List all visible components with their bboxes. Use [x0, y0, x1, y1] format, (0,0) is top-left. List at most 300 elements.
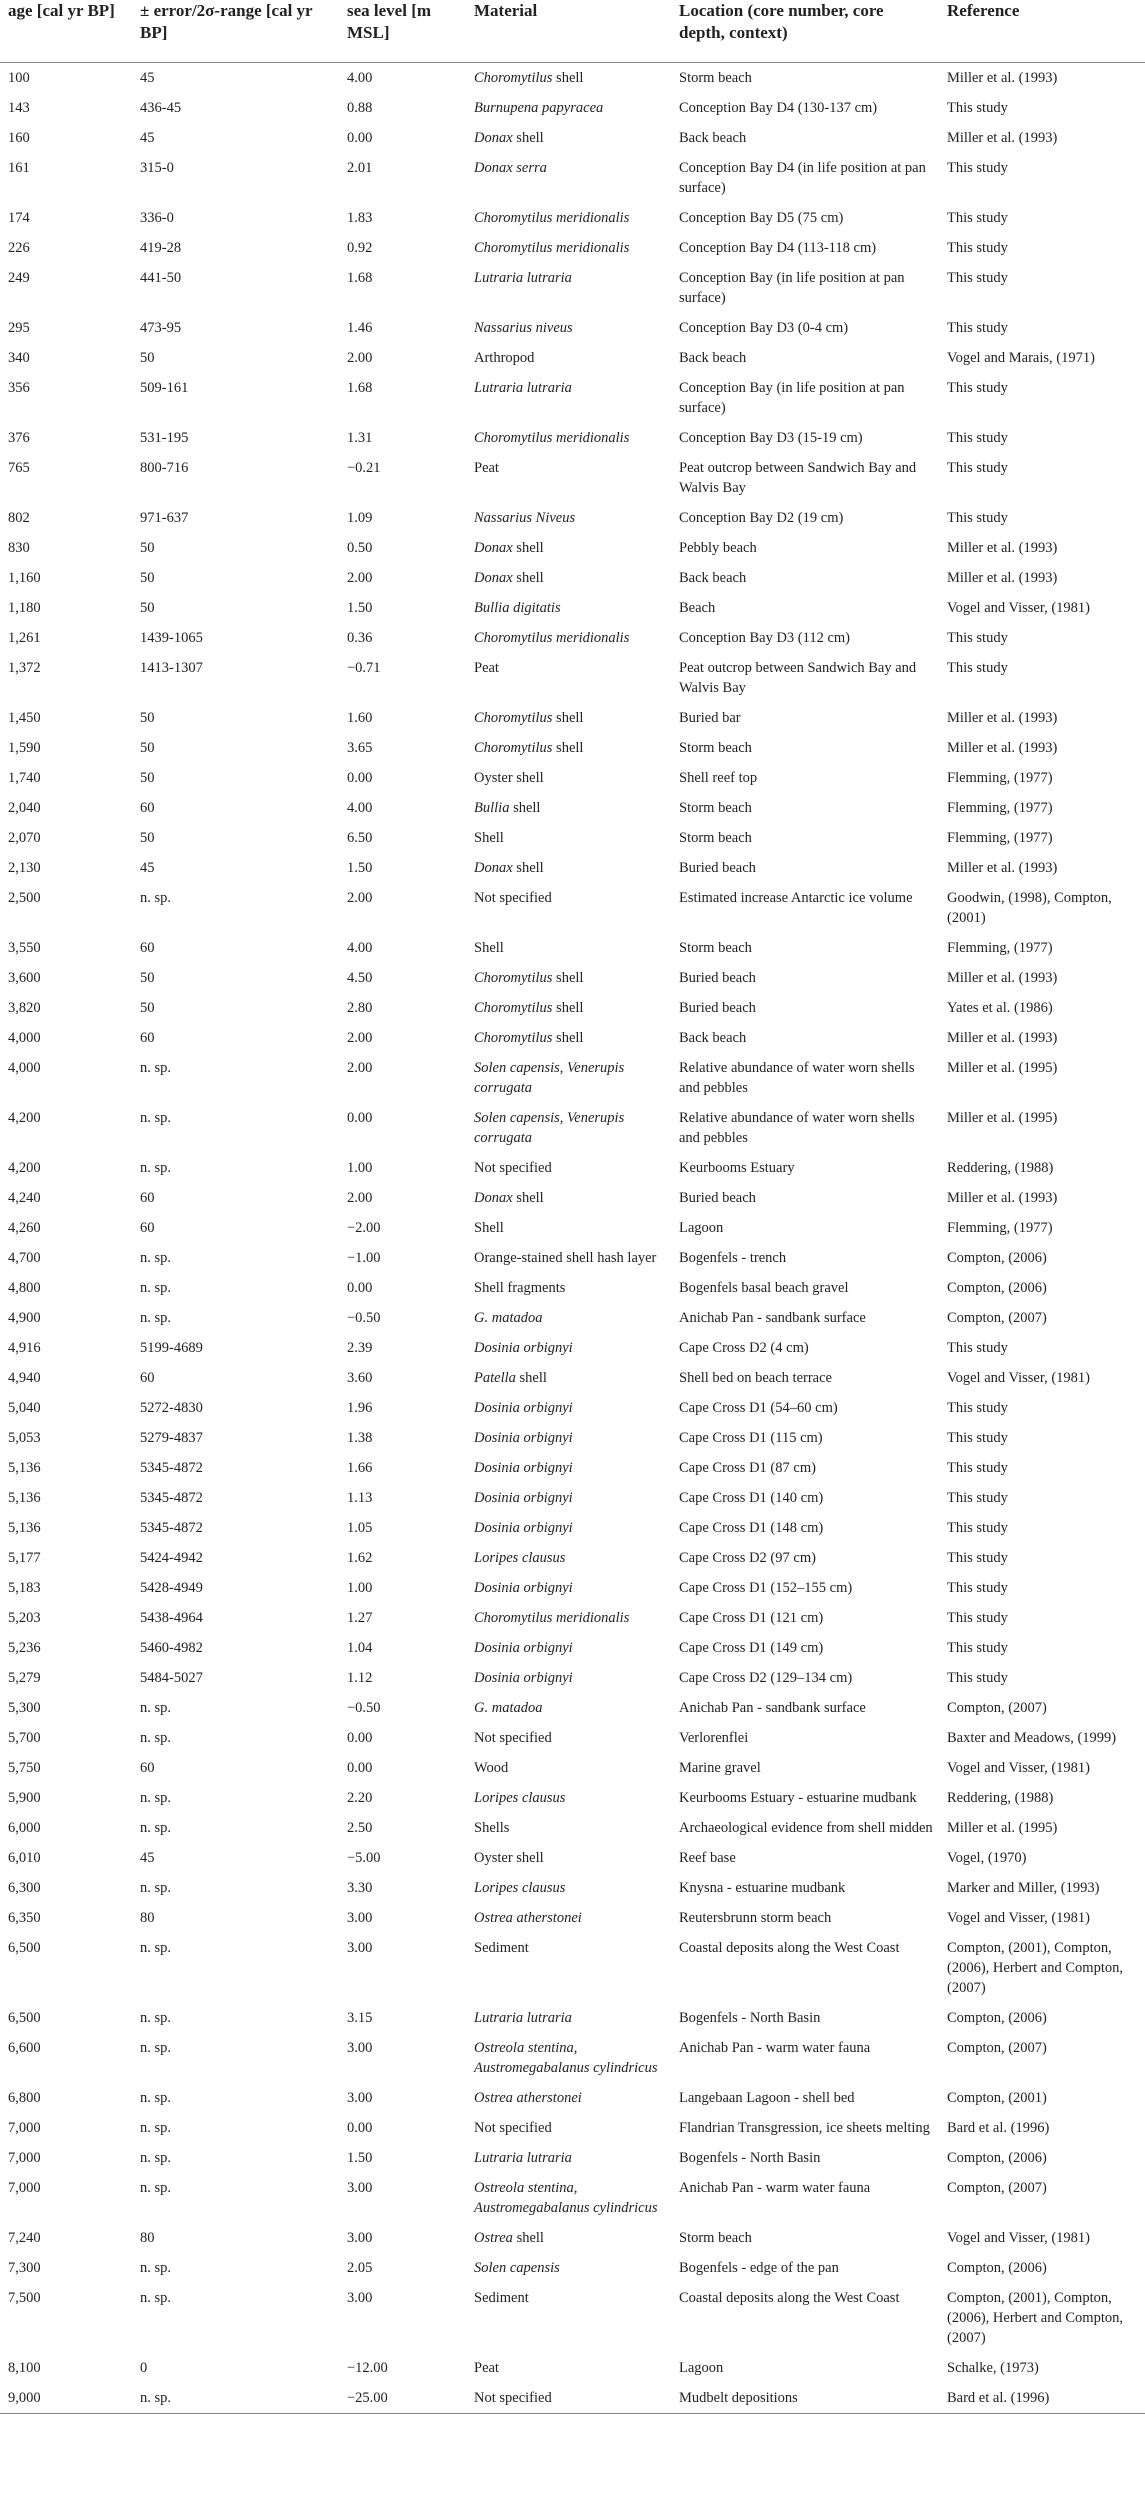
- cell-location: Cape Cross D1 (121 cm): [679, 1610, 824, 1626]
- cell-location: Knysna - estuarine mudbank: [679, 1880, 846, 1896]
- cell-reference: This study: [947, 100, 1008, 116]
- cell-location: Anichab Pan - warm water fauna: [679, 2180, 871, 2196]
- header-reference-label: Reference: [947, 1, 1020, 20]
- cell-sea-level: −25.00: [339, 2383, 466, 2414]
- material-taxon: Donax: [474, 540, 513, 556]
- table-row: [0, 233, 1145, 263]
- cell-sea-level: 0.00: [347, 130, 373, 146]
- material-text: Shell: [474, 830, 504, 846]
- cell-sea-level: 2.20: [347, 1790, 373, 1806]
- table-row: [0, 823, 1145, 853]
- table-row: [0, 1903, 1145, 1933]
- cell-sea-level: 1.66: [347, 1460, 373, 1476]
- table-row: [0, 1543, 1145, 1573]
- header-age: [0, 0, 132, 63]
- cell-material: [466, 503, 671, 533]
- cell-error: n. sp.: [140, 2120, 172, 2136]
- cell-material: [466, 703, 671, 733]
- table-row: [0, 593, 1145, 623]
- cell-reference: Compton, (2007): [947, 1310, 1047, 1326]
- cell-error: 1413-1307: [140, 660, 203, 676]
- cell-error: n. sp.: [140, 2040, 172, 2056]
- cell-error: 60: [140, 800, 155, 816]
- table-row: [0, 763, 1145, 793]
- cell-reference: Miller et al. (1993): [947, 1030, 1058, 1046]
- cell-location: Conception Bay (in life position at pan surface): [679, 380, 905, 416]
- cell-location: Peat outcrop between Sandwich Bay and Walvis Bay: [679, 660, 917, 696]
- cell-material: [466, 2353, 671, 2383]
- cell-sea-level: 1.68: [347, 380, 373, 396]
- cell-error: n. sp.: [140, 1730, 172, 1746]
- cell-error: 531-195: [140, 430, 189, 446]
- cell-reference: Compton, (2001): [947, 2090, 1047, 2106]
- cell-material: [466, 2383, 671, 2414]
- cell-material: [466, 823, 671, 853]
- cell-reference: Miller et al. (1993): [947, 130, 1058, 146]
- cell-material: [466, 993, 671, 1023]
- cell-material: [466, 623, 671, 653]
- cell-sea-level: −12.00: [347, 2360, 388, 2376]
- cell-reference: Compton, (2006): [947, 1280, 1047, 1296]
- table-row: [0, 1103, 1145, 1153]
- cell-reference: Miller et al. (1993): [947, 540, 1058, 556]
- cell-reference: This study: [947, 1610, 1008, 1626]
- cell-material: [466, 933, 671, 963]
- cell-error: 60: [140, 940, 155, 956]
- cell-material: [466, 1483, 671, 1513]
- cell-location: Storm beach: [679, 800, 752, 816]
- cell-error: 50: [140, 1000, 155, 1016]
- cell-sea-level: −0.50: [347, 1700, 381, 1716]
- material-text: Oyster shell: [474, 770, 544, 786]
- cell-material: [466, 1213, 671, 1243]
- cell-age: 4,940: [8, 1370, 41, 1386]
- cell-material: [466, 263, 671, 313]
- cell-sea-level: 0.00: [347, 1110, 373, 1126]
- cell-material: [466, 1513, 671, 1543]
- material-text: Shell: [474, 1220, 504, 1236]
- table-row: [0, 2003, 1145, 2033]
- cell-location: Bogenfels - North Basin: [679, 2150, 821, 2166]
- cell-material: [466, 123, 671, 153]
- cell-sea-level: 0.88: [347, 100, 373, 116]
- material-text: shell: [512, 540, 544, 556]
- cell-material: [466, 1333, 671, 1363]
- cell-reference: This study: [947, 1490, 1008, 1506]
- cell-sea-level: 2.00: [347, 1190, 373, 1206]
- cell-sea-level: −0.21: [347, 460, 381, 476]
- table-row: [0, 1603, 1145, 1633]
- cell-age: 4,000: [8, 1030, 41, 1046]
- header-location-label: Location (core number, core depth, context): [679, 1, 884, 42]
- cell-location: Anichab Pan - warm water fauna: [679, 2040, 871, 2056]
- cell-location: Conception Bay D3 (15-19 cm): [679, 430, 863, 446]
- cell-error: 5424-4942: [140, 1550, 203, 1566]
- table-row: [0, 1663, 1145, 1693]
- cell-material: [466, 593, 671, 623]
- cell-material: [466, 203, 671, 233]
- cell-sea-level: 1.31: [347, 430, 373, 446]
- cell-material: [466, 2283, 671, 2353]
- cell-location: Shell bed on beach terrace: [679, 1370, 832, 1386]
- cell-material: [466, 1103, 671, 1153]
- cell-material: [466, 1783, 671, 1813]
- cell-sea-level: 2.05: [347, 2260, 373, 2276]
- cell-material: [466, 93, 671, 123]
- table-row: [0, 63, 1145, 94]
- cell-material: [466, 1903, 671, 1933]
- cell-reference: Bard et al. (1996): [939, 2383, 1145, 2414]
- cell-sea-level: 1.00: [347, 1580, 373, 1596]
- cell-reference: This study: [947, 160, 1008, 176]
- cell-age: 7,000: [8, 2180, 41, 2196]
- cell-reference: Miller et al. (1993): [947, 970, 1058, 986]
- table-row: [0, 1723, 1145, 1753]
- cell-sea-level: 2.00: [347, 1030, 373, 1046]
- cell-age: 249: [8, 270, 30, 286]
- cell-age: 5,750: [8, 1760, 41, 1776]
- cell-material: [466, 1053, 671, 1103]
- cell-material: [466, 1603, 671, 1633]
- cell-reference: Flemming, (1977): [947, 830, 1053, 846]
- cell-reference: Miller et al. (1993): [947, 740, 1058, 756]
- cell-location: Marine gravel: [679, 1760, 761, 1776]
- material-text: shell: [552, 1000, 584, 1016]
- cell-location: Conception Bay D3 (0-4 cm): [679, 320, 849, 336]
- cell-material: [466, 1753, 671, 1783]
- cell-reference: This study: [947, 1550, 1008, 1566]
- cell-material: [466, 2253, 671, 2283]
- cell-location: Buried beach: [679, 1000, 756, 1016]
- cell-age: 4,800: [8, 1280, 41, 1296]
- cell-age: 4,000: [8, 1060, 41, 1076]
- cell-material: [466, 2033, 671, 2083]
- cell-reference: Miller et al. (1993): [947, 1190, 1058, 1206]
- cell-sea-level: 1.50: [347, 600, 373, 616]
- table-row: [0, 2253, 1145, 2283]
- material-taxon: Burnupena papyracea: [474, 100, 604, 116]
- cell-error: 45: [140, 130, 155, 146]
- table-row: [0, 1693, 1145, 1723]
- material-text: Not specified: [474, 2390, 552, 2406]
- cell-reference: Reddering, (1988): [947, 1160, 1054, 1176]
- cell-age: 5,700: [8, 1730, 41, 1746]
- cell-reference: This study: [947, 1460, 1008, 1476]
- cell-sea-level: 0.00: [347, 770, 373, 786]
- cell-material: [466, 653, 671, 703]
- cell-location: Pebbly beach: [679, 540, 757, 556]
- cell-reference: Miller et al. (1993): [947, 860, 1058, 876]
- table-row: [0, 1753, 1145, 1783]
- cell-location: Cape Cross D2 (129–134 cm): [679, 1670, 853, 1686]
- cell-reference: Flemming, (1977): [947, 1220, 1053, 1236]
- table-row: [0, 623, 1145, 653]
- material-taxon: G. matadoa: [474, 1310, 543, 1326]
- material-taxon: Choromytilus: [474, 710, 553, 726]
- cell-material: [466, 2173, 671, 2223]
- cell-age: 7,500: [8, 2290, 41, 2306]
- cell-sea-level: 4.50: [347, 970, 373, 986]
- table-row: [0, 503, 1145, 533]
- cell-material: [466, 1153, 671, 1183]
- cell-age: 7,000: [8, 2150, 41, 2166]
- cell-reference: This study: [947, 1340, 1008, 1356]
- cell-error: n. sp.: [140, 890, 172, 906]
- cell-sea-level: 3.65: [347, 740, 373, 756]
- cell-error: n. sp.: [140, 1250, 172, 1266]
- header-error-label: ± error/2σ-range [cal yr BP]: [140, 1, 313, 42]
- cell-age: 7,300: [8, 2260, 41, 2276]
- cell-age: 7,240: [8, 2230, 41, 2246]
- cell-error: n. sp.: [140, 1160, 172, 1176]
- cell-age: 5,136: [8, 1460, 41, 1476]
- cell-reference: Compton, (2006): [947, 2010, 1047, 2026]
- cell-age: 4,700: [8, 1250, 41, 1266]
- cell-age: 100: [8, 70, 30, 86]
- cell-sea-level: −0.71: [347, 660, 381, 676]
- cell-age: 1,160: [8, 570, 41, 586]
- cell-material: [466, 1183, 671, 1213]
- material-taxon: Solen capensis, Venerupis corrugata: [474, 1060, 625, 1096]
- table-row: [0, 1273, 1145, 1303]
- cell-sea-level: 4.00: [347, 940, 373, 956]
- cell-sea-level: 4.00: [347, 800, 373, 816]
- material-text: Peat: [474, 660, 499, 676]
- table-row: [0, 993, 1145, 1023]
- table-row: [0, 1423, 1145, 1453]
- material-text: Not specified: [474, 1730, 552, 1746]
- material-text: shell: [512, 2230, 544, 2246]
- cell-error: n. sp.: [140, 2180, 172, 2196]
- cell-sea-level: 0.00: [347, 1760, 373, 1776]
- material-taxon: Dosinia orbignyi: [474, 1430, 573, 1446]
- cell-error: n. sp.: [140, 2090, 172, 2106]
- cell-sea-level: −1.00: [347, 1250, 381, 1266]
- material-taxon: Patella: [474, 1370, 516, 1386]
- cell-error: 50: [140, 600, 155, 616]
- material-text: Shells: [474, 1820, 510, 1836]
- material-text: Sediment: [474, 2290, 529, 2306]
- table-row: [0, 123, 1145, 153]
- cell-error: 60: [140, 1030, 155, 1046]
- cell-age: 5,279: [8, 1670, 41, 1686]
- cell-location: Cape Cross D1 (148 cm): [679, 1520, 824, 1536]
- material-text: Not specified: [474, 890, 552, 906]
- material-taxon: Ostrea: [474, 2230, 513, 2246]
- material-text: shell: [512, 1190, 544, 1206]
- cell-material: [466, 963, 671, 993]
- cell-reference: Reddering, (1988): [947, 1790, 1054, 1806]
- cell-sea-level: 1.60: [347, 710, 373, 726]
- cell-location: Cape Cross D1 (149 cm): [679, 1640, 824, 1656]
- cell-reference: Vogel and Visser, (1981): [947, 2230, 1090, 2246]
- header-material: [466, 0, 671, 63]
- table-row: [0, 1183, 1145, 1213]
- cell-age: 4,260: [8, 1220, 41, 1236]
- cell-location: Buried bar: [679, 710, 741, 726]
- cell-location: Lagoon: [679, 1220, 724, 1236]
- cell-error: 5438-4964: [140, 1610, 203, 1626]
- cell-location: Relative abundance of water worn shells and pebbles: [679, 1060, 915, 1096]
- cell-sea-level: 1.00: [347, 1160, 373, 1176]
- table-row: [0, 2173, 1145, 2223]
- cell-reference: Goodwin, (1998), Compton, (2001): [947, 890, 1112, 926]
- material-taxon: Choromytilus meridionalis: [474, 630, 630, 646]
- cell-location: Shell reef top: [679, 770, 758, 786]
- cell-age: 5,053: [8, 1430, 41, 1446]
- cell-location: Storm beach: [679, 70, 752, 86]
- cell-error: n. sp.: [132, 2383, 339, 2414]
- cell-sea-level: 1.27: [347, 1610, 373, 1626]
- cell-reference: This study: [947, 630, 1008, 646]
- cell-reference: Compton, (2006): [947, 2150, 1047, 2166]
- cell-reference: Vogel and Visser, (1981): [947, 600, 1090, 616]
- cell-error: 5272-4830: [140, 1400, 203, 1416]
- cell-location: Reef base: [679, 1850, 736, 1866]
- cell-sea-level: 3.00: [347, 2090, 373, 2106]
- cell-error: 5484-5027: [140, 1670, 203, 1686]
- cell-location: Conception Bay D3 (112 cm): [679, 630, 851, 646]
- cell-age: 4,200: [8, 1160, 41, 1176]
- cell-location: Storm beach: [679, 830, 752, 846]
- material-text: Wood: [474, 1760, 509, 1776]
- table-body: [0, 63, 1145, 2414]
- cell-error: 5279-4837: [140, 1430, 203, 1446]
- cell-age: 6,500: [8, 2010, 41, 2026]
- material-taxon: Dosinia orbignyi: [474, 1340, 573, 1356]
- cell-age: 5,040: [8, 1400, 41, 1416]
- cell-sea-level: 1.46: [347, 320, 373, 336]
- cell-sea-level: 4.00: [347, 70, 373, 86]
- cell-error: 50: [140, 570, 155, 586]
- cell-location: Coastal deposits along the West Coast: [679, 1940, 900, 1956]
- material-text: shell: [515, 1370, 547, 1386]
- cell-sea-level: 3.30: [347, 1880, 373, 1896]
- cell-sea-level: 2.00: [347, 890, 373, 906]
- cell-material: [466, 563, 671, 593]
- table-row: [0, 1213, 1145, 1243]
- cell-reference: This study: [947, 1520, 1008, 1536]
- table-row: [0, 2033, 1145, 2083]
- cell-error: n. sp.: [140, 2260, 172, 2276]
- cell-age: 6,010: [8, 1850, 41, 1866]
- cell-sea-level: 1.50: [347, 860, 373, 876]
- cell-location: Back beach: [679, 1030, 747, 1046]
- cell-location: Bogenfels - edge of the pan: [679, 2260, 839, 2276]
- cell-location: Cape Cross D1 (115 cm): [679, 1430, 823, 1446]
- material-taxon: Choromytilus: [474, 740, 553, 756]
- header-sea-level-label: sea level [m MSL]: [347, 1, 432, 42]
- cell-reference: This study: [947, 210, 1008, 226]
- cell-age: 161: [8, 160, 30, 176]
- table-row: [0, 2223, 1145, 2253]
- material-taxon: Lutraria lutraria: [474, 2150, 572, 2166]
- cell-sea-level: 1.12: [347, 1670, 373, 1686]
- cell-material: [466, 2113, 671, 2143]
- cell-material: [466, 2003, 671, 2033]
- table-row: [0, 1513, 1145, 1543]
- cell-reference: Vogel and Visser, (1981): [947, 1370, 1090, 1386]
- cell-age: 8,100: [8, 2360, 41, 2376]
- cell-age: 5,136: [8, 1520, 41, 1536]
- cell-location: Cape Cross D1 (87 cm): [679, 1460, 816, 1476]
- material-taxon: Choromytilus: [474, 70, 553, 86]
- material-text: Peat: [474, 2360, 499, 2376]
- header-location: [671, 0, 939, 63]
- cell-reference: Yates et al. (1986): [947, 1000, 1053, 1016]
- cell-error: n. sp.: [140, 1880, 172, 1896]
- cell-location: Bogenfels - North Basin: [679, 2010, 821, 2026]
- cell-age: 295: [8, 320, 30, 336]
- table-row: [0, 733, 1145, 763]
- material-text: shell: [512, 860, 544, 876]
- cell-age: 5,136: [8, 1490, 41, 1506]
- cell-location: Conception Bay D4 (130-137 cm): [679, 100, 878, 116]
- cell-location: Verlorenflei: [679, 1730, 749, 1746]
- cell-reference: This study: [947, 240, 1008, 256]
- material-taxon: Choromytilus: [474, 1030, 553, 1046]
- cell-sea-level: 3.00: [347, 2040, 373, 2056]
- material-text: shell: [512, 570, 544, 586]
- material-text: Shell: [474, 940, 504, 956]
- material-taxon: Bullia digitatis: [474, 600, 561, 616]
- cell-age: 174: [8, 210, 30, 226]
- cell-age: 4,900: [8, 1310, 41, 1326]
- cell-age: 2,500: [8, 890, 41, 906]
- material-taxon: Ostreola stentina, Austromegabalanus cylindricus: [474, 2040, 658, 2076]
- cell-reference: Marker and Miller, (1993): [947, 1880, 1100, 1896]
- material-taxon: Dosinia orbignyi: [474, 1670, 573, 1686]
- cell-error: n. sp.: [140, 1280, 172, 1296]
- cell-error: 50: [140, 350, 155, 366]
- cell-age: 6,300: [8, 1880, 41, 1896]
- cell-error: 50: [140, 540, 155, 556]
- table-row: [0, 153, 1145, 203]
- cell-age: 160: [8, 130, 30, 146]
- cell-age: 2,070: [8, 830, 41, 846]
- cell-location: Conception Bay D4 (113-118 cm): [679, 240, 877, 256]
- cell-sea-level: 1.09: [347, 510, 373, 526]
- cell-material: [466, 1273, 671, 1303]
- cell-reference: Vogel and Marais, (1971): [947, 350, 1095, 366]
- table-row: [0, 453, 1145, 503]
- material-taxon: Ostreola stentina, Austromegabalanus cylindricus: [474, 2180, 658, 2216]
- cell-location: Cape Cross D2 (4 cm): [679, 1340, 809, 1356]
- material-text: Shell fragments: [474, 1280, 566, 1296]
- header-age-label: age [cal yr BP]: [8, 1, 115, 20]
- table-row: [0, 1633, 1145, 1663]
- cell-material: [466, 1633, 671, 1663]
- cell-material: [466, 763, 671, 793]
- cell-sea-level: 3.60: [347, 1370, 373, 1386]
- cell-reference: Compton, (2007): [947, 2180, 1047, 2196]
- header-sea-level: [339, 0, 466, 63]
- material-taxon: Choromytilus meridionalis: [474, 1610, 630, 1626]
- cell-location: Conception Bay (in life position at pan surface): [679, 270, 905, 306]
- cell-material: [466, 423, 671, 453]
- cell-sea-level: 2.50: [347, 1820, 373, 1836]
- table-row: [0, 1053, 1145, 1103]
- table-row: [0, 963, 1145, 993]
- cell-location: Cape Cross D1 (140 cm): [679, 1490, 824, 1506]
- cell-sea-level: 2.00: [347, 350, 373, 366]
- material-taxon: Choromytilus meridionalis: [474, 240, 630, 256]
- cell-location: Storm beach: [679, 2230, 752, 2246]
- material-taxon: Dosinia orbignyi: [474, 1400, 573, 1416]
- table-row: [0, 563, 1145, 593]
- cell-reference: Miller et al. (1993): [947, 710, 1058, 726]
- cell-sea-level: 2.01: [347, 160, 373, 176]
